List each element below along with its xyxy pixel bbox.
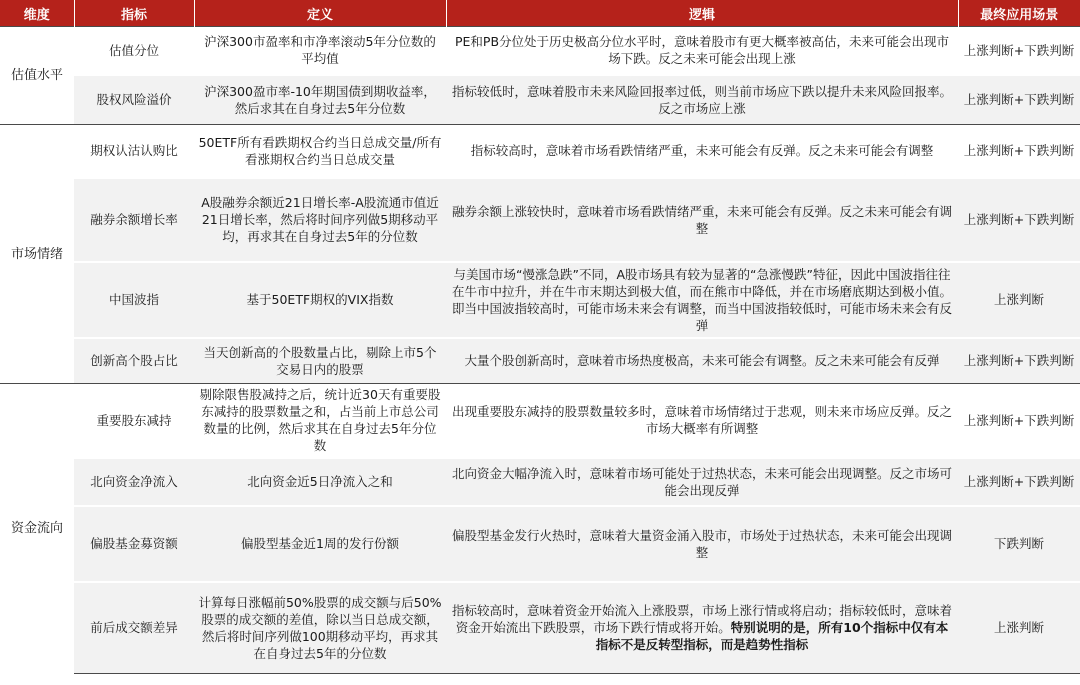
table-row xyxy=(0,178,1080,262)
header-definition: 定义 xyxy=(194,0,446,27)
table-row xyxy=(0,27,1080,75)
logic-cell: 指标较低时，意味着股市未来风险回报率过低，则当前市场应下跌以提升未来风险回报率。反之市场应上涨 xyxy=(446,75,958,125)
dimension-cell: 资金流向 xyxy=(0,384,74,674)
scenario-cell: 上涨判断+下跌判断 xyxy=(958,178,1080,262)
indicator-cell: 股权风险溢价 xyxy=(74,75,194,125)
logic-cell: 偏股型基金发行火热时，意味着大量资金涌入股市，市场处于过热状态，未来可能会出现调整 xyxy=(446,506,958,582)
logic-cell: 北向资金大幅净流入时，意味着市场可能处于过热状态，未来可能会出现调整。反之市场可能会出现反弹 xyxy=(446,458,958,506)
indicator-cell: 估值分位 xyxy=(74,27,194,75)
indicator-cell: 创新高个股占比 xyxy=(74,338,194,384)
logic-cell xyxy=(446,582,958,674)
indicator-cell: 重要股东减持 xyxy=(74,384,194,458)
table-row xyxy=(0,75,1080,125)
dimension-cell: 市场情绪 xyxy=(0,125,74,384)
scenario-cell: 上涨判断+下跌判断 xyxy=(958,75,1080,125)
scenario-cell: 上涨判断+下跌判断 xyxy=(958,338,1080,384)
table-row xyxy=(0,384,1080,458)
definition-cell: 当天创新高的个股数量占比，剔除上市5个交易日内的股票 xyxy=(194,338,446,384)
header-indicator: 指标 xyxy=(74,0,194,27)
scenario-cell: 上涨判断 xyxy=(958,582,1080,674)
logic-cell: 与美国市场“慢涨急跌”不同，A股市场具有较为显著的“急涨慢跌”特征，因此中国波指往往在牛市中拉升，并在牛市末期达到极大值，而在熊市中降低，并在市场磨底期达到极小值。即当中国波指较高时，可能市场未来会有调整，而当中国波指较低时，可能市场未来会有反弹 xyxy=(446,262,958,338)
table-row xyxy=(0,458,1080,506)
header-logic: 逻辑 xyxy=(446,0,958,27)
definition-cell: 剔除限售股减持之后，统计近30天有重要股东减持的股票数量之和，占当前上市总公司数量的比例，然后求其在自身过去5年分位数 xyxy=(194,384,446,458)
definition-cell: 基于50ETF期权的VIX指数 xyxy=(194,262,446,338)
definition-cell: 沪深300盈市率-10年期国债到期收益率，然后求其在自身过去5年分位数 xyxy=(194,75,446,125)
logic-special-note: 特别说明的是，所有10个指标中仅有本指标不是反转型指标，而是趋势性指标 xyxy=(595,620,949,653)
header-row xyxy=(0,0,1080,27)
indicator-cell: 融券余额增长率 xyxy=(74,178,194,262)
scenario-cell: 上涨判断+下跌判断 xyxy=(958,125,1080,178)
logic-text: 指标较高时，意味着资金开始流入上涨股票，市场上涨行情或将启动；指标较低时，意味着资金开始流出下跌股票，市场下跌行情或将开始。 xyxy=(452,603,953,636)
definition-cell: 北向资金近5日净流入之和 xyxy=(194,458,446,506)
logic-cell: 出现重要股东减持的股票数量较多时，意味着市场情绪过于悲观，则未来市场应反弹。反之市场大概率有所调整 xyxy=(446,384,958,458)
header-dimension: 维度 xyxy=(0,0,74,27)
table-row xyxy=(0,125,1080,178)
scenario-cell: 下跌判断 xyxy=(958,506,1080,582)
table-row xyxy=(0,506,1080,582)
table-row xyxy=(0,338,1080,384)
logic-cell: 指标较高时，意味着市场看跌情绪严重，未来可能会有反弹。反之未来可能会有调整 xyxy=(446,125,958,178)
definition-cell: 偏股型基金近1周的发行份额 xyxy=(194,506,446,582)
scenario-cell: 上涨判断 xyxy=(958,262,1080,338)
scenario-cell: 上涨判断+下跌判断 xyxy=(958,458,1080,506)
dimension-cell: 估值水平 xyxy=(0,27,74,125)
indicator-cell: 期权认沽认购比 xyxy=(74,125,194,178)
indicator-cell: 中国波指 xyxy=(74,262,194,338)
indicator-cell: 北向资金净流入 xyxy=(74,458,194,506)
definition-cell: 沪深300市盈率和市净率滚动5年分位数的平均值 xyxy=(194,27,446,75)
logic-cell: 大量个股创新高时，意味着市场热度极高，未来可能会有调整。反之未来可能会有反弹 xyxy=(446,338,958,384)
definition-cell: 计算每日涨幅前50%股票的成交额与后50%股票的成交额的差值，除以当日总成交额，然后将时间序列做100期移动平均，再求其在自身过去5年的分位数 xyxy=(194,582,446,674)
logic-cell: 融券余额上涨较快时，意味着市场看跌情绪严重，未来可能会有反弹。反之未来可能会有调整 xyxy=(446,178,958,262)
table-row xyxy=(0,262,1080,338)
indicator-cell: 偏股基金募资额 xyxy=(74,506,194,582)
definition-cell: 50ETF所有看跌期权合约当日总成交量/所有看涨期权合约当日总成交量 xyxy=(194,125,446,178)
indicator-cell: 前后成交额差异 xyxy=(74,582,194,674)
definition-cell: A股融券余额近21日增长率-A股流通市值近21日增长率，然后将时间序列做5期移动平均，再求其在自身过去5年的分位数 xyxy=(194,178,446,262)
table-row xyxy=(0,582,1080,674)
logic-cell: PE和PB分位处于历史极高分位水平时，意味着股市有更大概率被高估，未来可能会出现市场下跌。反之未来可能会出现上涨 xyxy=(446,27,958,75)
scenario-cell: 上涨判断+下跌判断 xyxy=(958,27,1080,75)
header-scenario: 最终应用场景 xyxy=(958,0,1080,27)
scenario-cell: 上涨判断+下跌判断 xyxy=(958,384,1080,458)
